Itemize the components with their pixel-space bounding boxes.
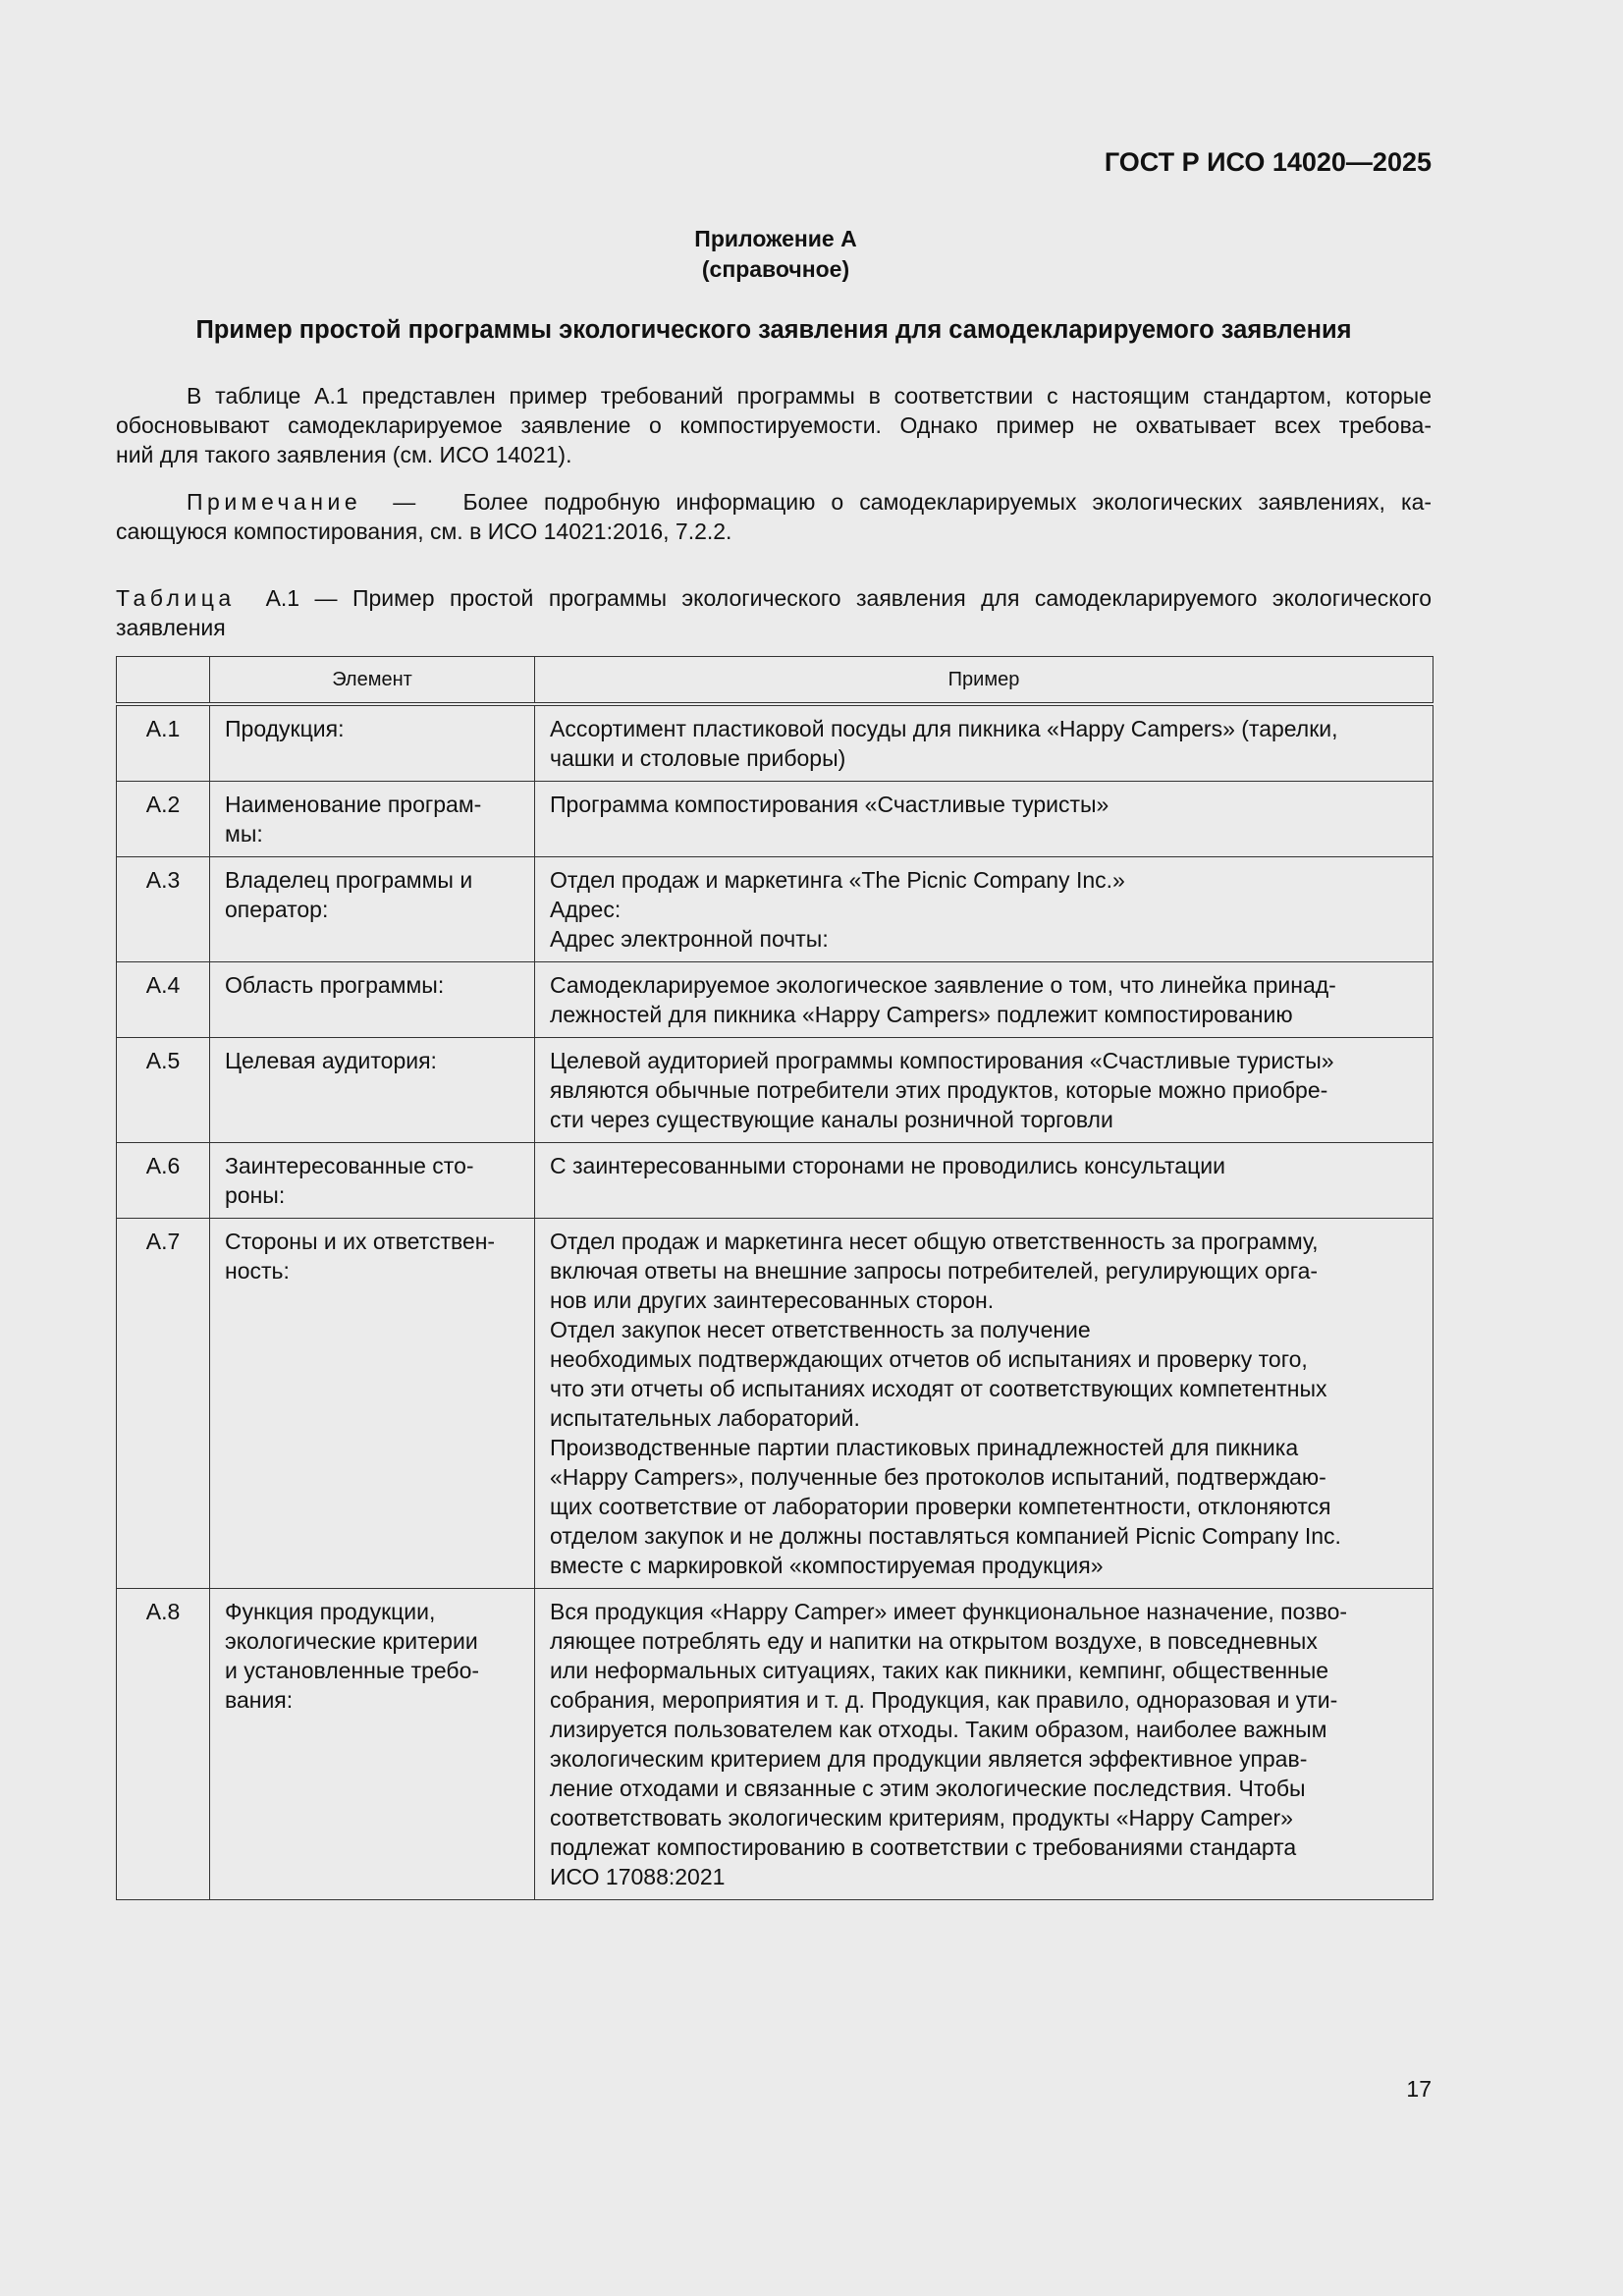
example-line: чашки и столовые приборы) <box>550 745 846 771</box>
example-line: Отдел продаж и маркетинга несет общую ответственность за программу, <box>550 1229 1319 1254</box>
row-example <box>535 782 1434 857</box>
intro-line: В таблице А.1 представлен пример требований программы в соответствии с настоящим стандартом, которые <box>187 383 1432 409</box>
example-line: или неформальных ситуациях, таких как пикники, кемпинг, общественные <box>550 1658 1329 1683</box>
header-example: Пример <box>535 657 1434 705</box>
row-example <box>535 1038 1434 1143</box>
row-element <box>210 1219 535 1589</box>
example-line: Адрес: <box>550 897 622 922</box>
row-id: А.5 <box>117 1038 210 1143</box>
annex-heading-block <box>0 224 1551 285</box>
row-element <box>210 857 535 962</box>
example-line: сти через существующие каналы розничной торговли <box>550 1107 1113 1132</box>
page-number: 17 <box>1406 2076 1432 2102</box>
example-line: Самодекларируемое экологическое заявление о том, что линейка принад- <box>550 972 1336 998</box>
note-dash: — <box>393 489 416 515</box>
row-id: А.7 <box>117 1219 210 1589</box>
element-line: оператор: <box>225 897 329 922</box>
annex-status: (справочное) <box>701 256 850 282</box>
row-example <box>535 704 1434 782</box>
row-example <box>535 857 1434 962</box>
row-example <box>535 1143 1434 1219</box>
row-id: А.2 <box>117 782 210 857</box>
example-line: собрания, мероприятия и т. д. Продукция, как правило, одноразовая и ути- <box>550 1687 1338 1713</box>
note-text: Более подробную информацию о самодекларируемых экологических заявлениях, ка- <box>462 489 1433 515</box>
example-line: ИСО 17088:2021 <box>550 1864 726 1889</box>
note-label: Примечание <box>187 489 362 515</box>
example-line: Производственные партии пластиковых принадлежностей для пикника <box>550 1435 1299 1460</box>
row-example <box>535 1219 1434 1589</box>
row-element <box>210 1038 535 1143</box>
row-id: А.6 <box>117 1143 210 1219</box>
example-line: ляющее потреблять еду и напитки на открытом воздухе, в повседневных <box>550 1628 1318 1654</box>
row-example <box>535 1589 1434 1900</box>
row-element <box>210 782 535 857</box>
element-line: Целевая аудитория: <box>225 1048 437 1073</box>
annex-title: Пример простой программы экологического заявления для самодекларируемого заявления <box>195 316 1352 344</box>
example-line: соответствовать экологическим критериям, продукты «Happy Camper» <box>550 1805 1293 1831</box>
row-element <box>210 1589 535 1900</box>
element-line: Функция продукции, <box>225 1599 436 1624</box>
row-id: А.8 <box>117 1589 210 1900</box>
intro-paragraph <box>116 381 1432 469</box>
table-caption <box>116 583 1432 642</box>
example-line: необходимых подтверждающих отчетов об испытаниях и проверку того, <box>550 1346 1308 1372</box>
example-line: С заинтересованными сторонами не проводились консультации <box>550 1153 1225 1178</box>
row-id: А.1 <box>117 704 210 782</box>
element-line: Продукция: <box>225 716 345 741</box>
table-row <box>117 962 1434 1038</box>
example-line: вместе с маркировкой «компостируемая продукция» <box>550 1553 1104 1578</box>
example-line: Адрес электронной почты: <box>550 926 829 952</box>
example-line: лизируется пользователем как отходы. Таким образом, наиболее важным <box>550 1717 1327 1742</box>
caption-line: заявления <box>116 615 226 640</box>
example-line: испытательных лабораторий. <box>550 1405 860 1431</box>
note-line: сающуюся компостирования, см. в ИСО 14021:2016, 7.2.2. <box>116 519 732 544</box>
table-row <box>117 1219 1434 1589</box>
example-line: «Happy Campers», полученные без протоколов испытаний, подтверждаю- <box>550 1464 1326 1490</box>
standard-number: ГОСТ Р ИСО 14020—2025 <box>1104 147 1432 177</box>
annex-heading: Приложение А <box>694 226 857 251</box>
note-paragraph <box>116 487 1432 546</box>
example-line: Ассортимент пластиковой посуды для пикника «Happy Campers» (тарелки, <box>550 716 1338 741</box>
row-element <box>210 962 535 1038</box>
element-line: Стороны и их ответствен- <box>225 1229 496 1254</box>
example-line: Программа компостирования «Счастливые туристы» <box>550 792 1109 817</box>
element-line: и установленные требо- <box>225 1658 480 1683</box>
example-line: что эти отчеты об испытаниях исходят от соответствующих компетентных <box>550 1376 1327 1401</box>
element-line: вания: <box>225 1687 294 1713</box>
example-line: являются обычные потребители этих продуктов, которые можно приобре- <box>550 1077 1328 1103</box>
example-line: отделом закупок и не должны поставляться компанией Picnic Company Inc. <box>550 1523 1341 1549</box>
example-line: Вся продукция «Happy Camper» имеет функциональное назначение, позво- <box>550 1599 1348 1624</box>
row-id: А.3 <box>117 857 210 962</box>
example-line: лежностей для пикника «Happy Campers» подлежит компостированию <box>550 1002 1293 1027</box>
caption-text: А.1 — Пример простой программы экологического заявления для самодекларируемого экологического <box>265 585 1433 611</box>
element-line: Область программы: <box>225 972 445 998</box>
table-header-row <box>117 657 1434 705</box>
row-element <box>210 1143 535 1219</box>
table-row <box>117 1589 1434 1900</box>
element-line: Наименование програм- <box>225 792 482 817</box>
example-line: Отдел продаж и маркетинга «The Picnic Company Inc.» <box>550 867 1125 893</box>
element-line: Владелец программы и <box>225 867 473 893</box>
example-line: экологическим критерием для продукции является эффективное управ- <box>550 1746 1308 1772</box>
table-row <box>117 1038 1434 1143</box>
row-element <box>210 704 535 782</box>
table-row <box>117 782 1434 857</box>
header-id <box>117 657 210 705</box>
row-example <box>535 962 1434 1038</box>
example-line: включая ответы на внешние запросы потребителей, регулирующих орга- <box>550 1258 1319 1284</box>
table-row <box>117 1143 1434 1219</box>
row-id: А.4 <box>117 962 210 1038</box>
example-line: нов или других заинтересованных сторон. <box>550 1287 995 1313</box>
element-line: роны: <box>225 1182 286 1208</box>
requirements-table <box>116 656 1434 1900</box>
example-line: ление отходами и связанные с этим экологические последствия. Чтобы <box>550 1776 1306 1801</box>
element-line: экологические критерии <box>225 1628 478 1654</box>
element-line: Заинтересованные сто- <box>225 1153 474 1178</box>
element-line: мы: <box>225 821 263 847</box>
intro-line: ний для такого заявления (см. ИСО 14021). <box>116 442 572 467</box>
element-line: ность: <box>225 1258 290 1284</box>
example-line: щих соответствие от лаборатории проверки компетентности, отклоняются <box>550 1494 1331 1519</box>
table-row <box>117 857 1434 962</box>
header-element: Элемент <box>210 657 535 705</box>
caption-label: Таблица <box>116 585 236 611</box>
table-row <box>117 704 1434 782</box>
caption-line <box>116 583 1432 613</box>
example-line: Целевой аудиторией программы компостирования «Счастливые туристы» <box>550 1048 1334 1073</box>
example-line: подлежат компостированию в соответствии с требованиями стандарта <box>550 1834 1297 1860</box>
intro-line: обосновывают самодекларируемое заявление о компостируемости. Однако пример не охватывает всех требова- <box>116 412 1432 438</box>
example-line: Отдел закупок несет ответственность за получение <box>550 1317 1091 1342</box>
note-line <box>116 487 1432 517</box>
